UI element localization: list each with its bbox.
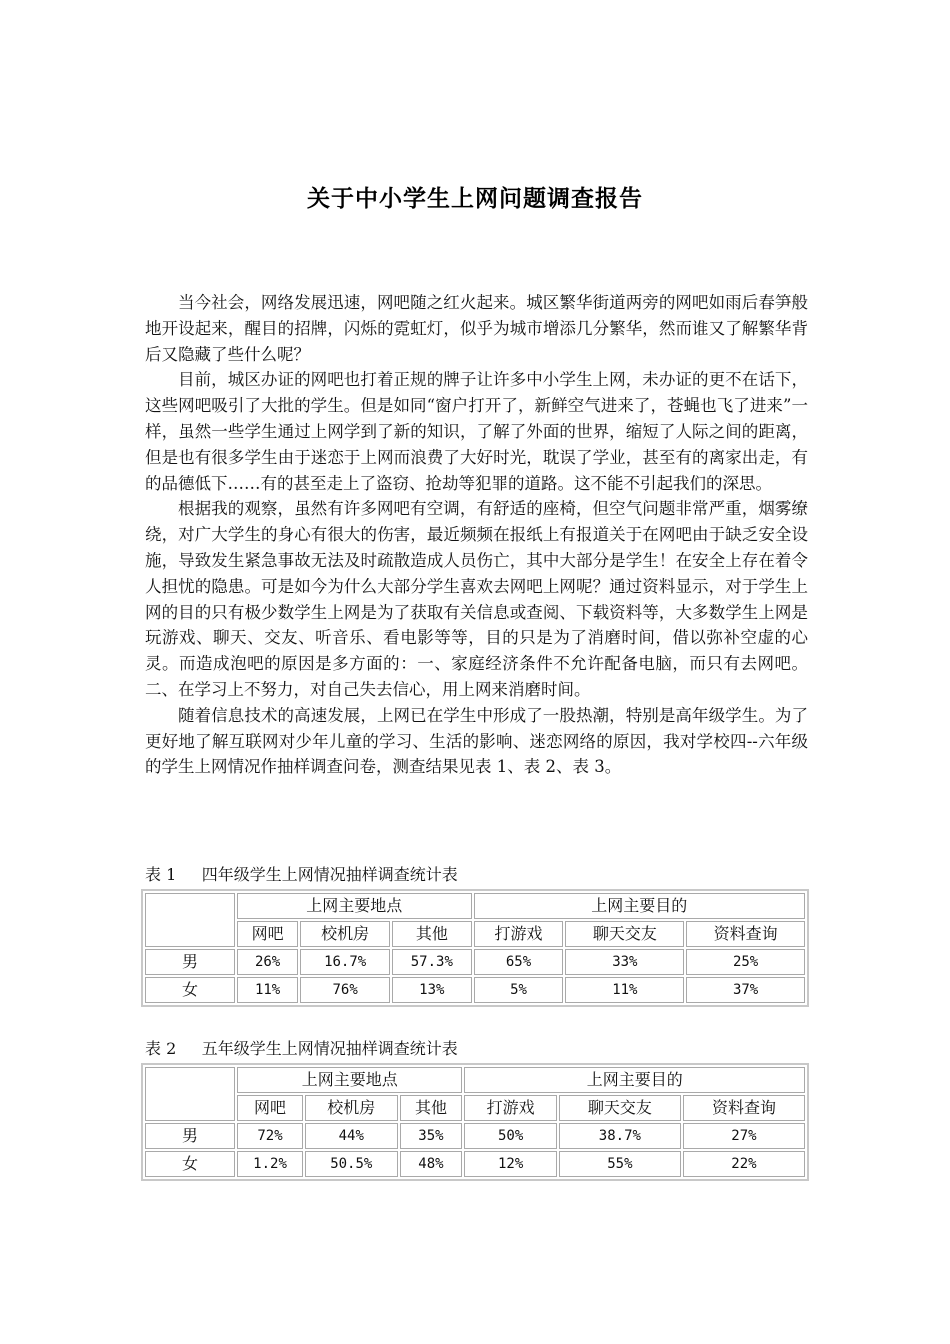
table-cell: 16.7% [300,949,390,975]
group-header-purpose: 上网主要目的 [464,1067,805,1093]
table-cell: 38.7% [559,1123,681,1149]
table-cell: 57.3% [392,949,471,975]
table-cell: 13% [392,977,471,1003]
document-title: 关于中小学生上网问题调查报告 [307,186,643,212]
table-cell: 25% [686,949,805,975]
table-cell: 50.5% [305,1151,397,1177]
col-header: 校机房 [305,1095,397,1121]
table-cell: 55% [559,1151,681,1177]
table-subheader-row [145,921,805,947]
table-cell: 26% [237,949,298,975]
table-row [145,949,805,975]
paragraph-2: 目前，城区办证的网吧也打着正规的牌子让许多中小学生上网，未办证的更不在话下，这些网吧吸引了大批的学生。但是如同“窗户打开了，新鲜空气进来了，苍蝇也飞了进来”一样，虽然一些学生通过上网学到了新的知识，了解了外面的世界，缩短了人际之间的距离，但是也有很多学生由于迷恋于上网而浪费了大好时光，耽误了学业，甚至有的离家出走，有的品德低下……有的甚至走上了盗窃、抢劫等犯罪的道路。这不能不引起我们的深思。 [145,370,808,493]
row-label: 女 [145,1151,235,1177]
col-header: 打游戏 [474,921,564,947]
table-row [145,977,805,1003]
table-cell: 50% [464,1123,556,1149]
col-header: 其他 [392,921,471,947]
table-subheader-row [145,1095,805,1121]
row-label: 男 [145,1123,235,1149]
table-1 [141,889,809,1007]
table-header-row [145,1067,805,1093]
corner-cell [145,1067,235,1121]
table-cell: 76% [300,977,390,1003]
col-header: 网吧 [237,921,298,947]
table-cell: 11% [565,977,684,1003]
paragraph-3: 根据我的观察，虽然有许多网吧有空调，有舒适的座椅，但空气问题非常严重，烟雾缭绕，对广大学生的身心有很大的伤害，最近频频在报纸上有报道关于在网吧由于缺乏安全设施，导致发生紧急事故无法及时疏散造成人员伤亡，其中大部分是学生！在安全上存在着令人担忧的隐患。可是如今为什么大部分学生喜欢去网吧上网呢？通过资料显示，对于学生上网的目的只有极少数学生上网是为了获取有关信息或查阅、下载资料等，大多数学生上网是玩游戏、聊天、交友、听音乐、看电影等等，目的只是为了消磨时间，借以弥补空虚的心灵。而造成泡吧的原因是多方面的：一、家庭经济条件不允许配备电脑，而只有去网吧。二、在学习上不努力，对自己失去信心，用上网来消磨时间。 [145,499,808,699]
col-header: 打游戏 [464,1095,556,1121]
table-cell: 11% [237,977,298,1003]
col-header: 资料查询 [686,921,805,947]
table-cell: 72% [237,1123,303,1149]
group-header-location: 上网主要地点 [237,1067,462,1093]
table-cell: 37% [686,977,805,1003]
paragraph-1: 当今社会，网络发展迅速，网吧随之红火起来。城区繁华街道两旁的网吧如雨后春笋般地开设起来，醒目的招牌，闪烁的霓虹灯，似乎为城市增添几分繁华，然而谁又了解繁华背后又隐藏了些什么呢？ [145,293,808,364]
table-cell: 5% [474,977,564,1003]
group-header-location: 上网主要地点 [237,893,472,919]
report-body [145,290,808,780]
group-header-purpose: 上网主要目的 [474,893,805,919]
table-2 [141,1063,809,1181]
row-label: 女 [145,977,235,1003]
table-cell: 1.2% [237,1151,303,1177]
table-cell: 35% [400,1123,463,1149]
table-cell: 48% [400,1151,463,1177]
col-header: 校机房 [300,921,390,947]
col-header: 聊天交友 [565,921,684,947]
table-cell: 44% [305,1123,397,1149]
col-header: 聊天交友 [559,1095,681,1121]
col-header: 其他 [400,1095,463,1121]
col-header: 网吧 [237,1095,303,1121]
table-cell: 12% [464,1151,556,1177]
table-cell: 27% [683,1123,805,1149]
table-1-caption: 表 1 四年级学生上网情况抽样调查统计表 [145,865,458,884]
row-label: 男 [145,949,235,975]
table-row [145,1123,805,1149]
table-cell: 33% [565,949,684,975]
paragraph-4: 随着信息技术的高速发展，上网已在学生中形成了一股热潮，特别是高年级学生。为了更好地了解互联网对少年儿童的学习、生活的影响、迷恋网络的原因，我对学校四--六年级的学生上网情况作抽样调查问卷，测查结果见表 1、表 2、表 3。 [145,705,808,777]
table-header-row [145,893,805,919]
table-cell: 65% [474,949,564,975]
col-header: 资料查询 [683,1095,805,1121]
table-cell: 22% [683,1151,805,1177]
corner-cell [145,893,235,947]
table-row [145,1151,805,1177]
table-2-caption: 表 2 五年级学生上网情况抽样调查统计表 [145,1039,458,1058]
